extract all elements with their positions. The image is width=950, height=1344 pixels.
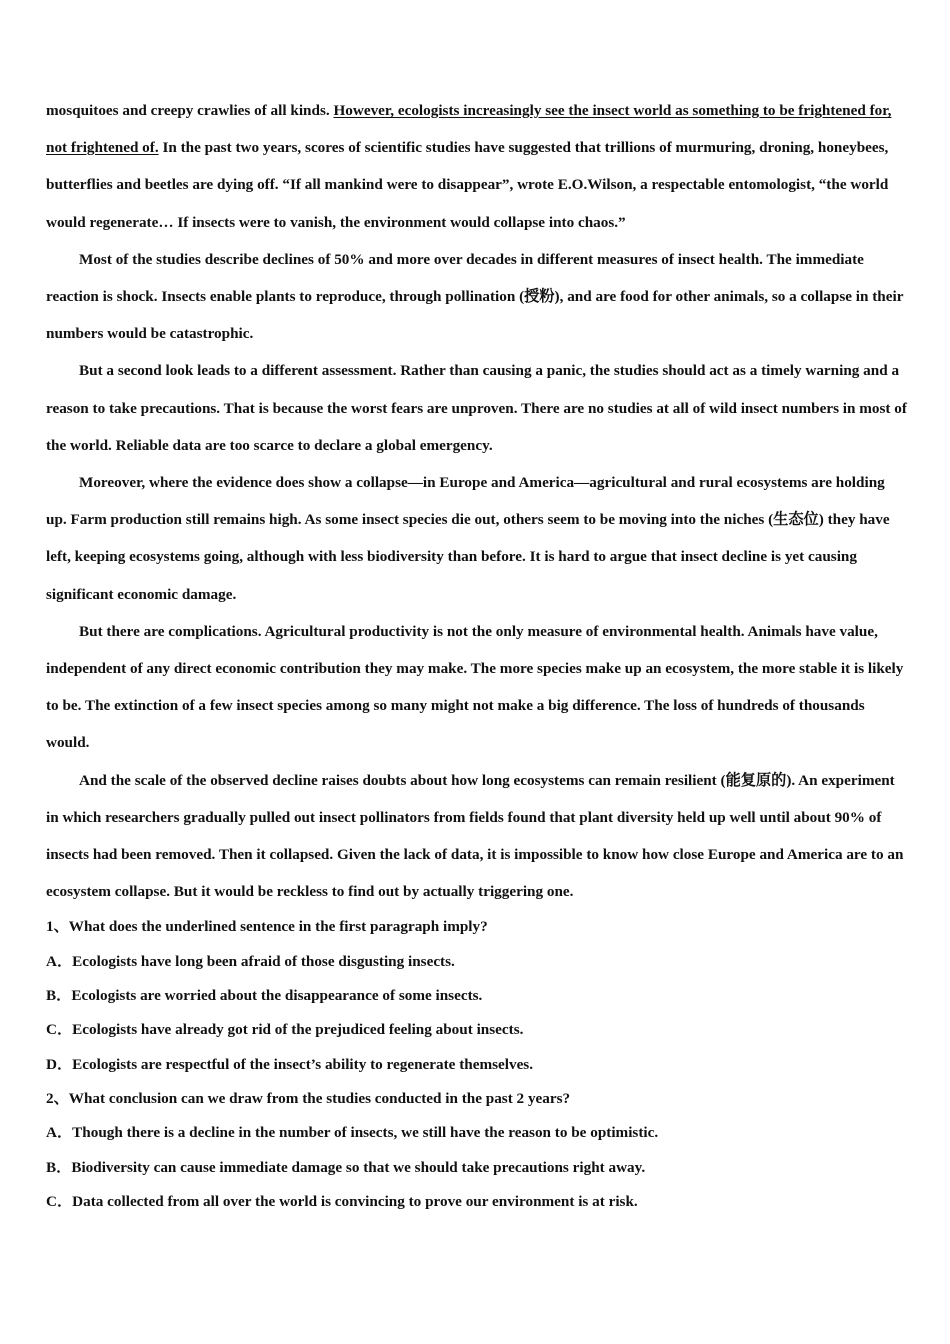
question-2-option-a: A．Though there is a decline in the number of insects, we still have the reason to be optimistic. <box>46 1124 659 1142</box>
question-1 <box>46 910 908 1081</box>
paragraph-5: But there are complications. Agricultural productivity is not the only measure of environmental health. Animals have value, independent of any direct economic contribution they may make. The more species make up an ecosystem, the more stable it is likely to be. The extinction of a few insect species among so many might not make a big difference. The loss of hundreds of thousands would. <box>46 622 904 752</box>
paragraph-6: And the scale of the observed decline raises doubts about how long ecosystems can remain resilient (能复原的). An experiment in which researchers gradually pulled out insect pollinators from fields found that plant diversity held up well until about 90% of insects had been removed. Then it collapsed. Given the lack of data, it is impossible to know how close Europe and America are to an ecosystem collapse. But it would be reckless to find out by actually triggering one. <box>46 771 904 901</box>
question-2 <box>46 1082 908 1219</box>
paragraph-4: Moreover, where the evidence does show a collapse—in Europe and America—agricultural and rural ecosystems are holding up. Farm production still remains high. As some insect species die out, others seem to be moving into the niches (生态位) they have left, keeping ecosystems going, although with less biodiversity than before. It is hard to argue that insect decline is yet causing significant economic damage. <box>46 474 890 603</box>
question-1-option-d: D．Ecologists are respectful of the insect’s ability to regenerate themselves. <box>46 1055 534 1073</box>
question-1-option-c: C．Ecologists have already got rid of the prejudiced feeling about insects. <box>46 1021 524 1039</box>
document-page <box>46 92 908 1219</box>
underlined-sentence: However, ecologists increasingly see the insect world as something to be frightened for, not frightened of. <box>46 102 892 157</box>
question-2-option-c: C．Data collected from all over the world is convincing to prove our environment is at risk. <box>46 1192 638 1210</box>
question-2-option-b: B．Biodiversity can cause immediate damage so that we should take precautions right away. <box>46 1158 646 1176</box>
paragraph-1 <box>46 92 908 241</box>
paragraph-3: But a second look leads to a different assessment. Rather than causing a panic, the studies should act as a timely warning and a reason to take precautions. That is because the worst fears are unproven. There are no studies at all of wild insect numbers in most of the world. Reliable data are too scarce to declare a global emergency. <box>46 362 907 454</box>
question-1-option-a: A．Ecologists have long been afraid of those disgusting insects. <box>46 952 455 970</box>
question-2-stem: 2、What conclusion can we draw from the studies conducted in the past 2 years? <box>46 1089 571 1107</box>
question-1-option-b: B．Ecologists are worried about the disappearance of some insects. <box>46 987 483 1005</box>
paragraph-1-start: mosquitoes and creepy crawlies of all kinds. <box>46 102 334 119</box>
paragraph-2: Most of the studies describe declines of 50% and more over decades in different measures of insect health. The immediate reaction is shock. Insects enable plants to reproduce, through pollination (授粉), and are food for other animals, so a collapse in their numbers would be catastrophic. <box>46 250 904 343</box>
paragraph-1-end: In the past two years, scores of scientific studies have suggested that trillions of murmuring, droning, honeybees, butterflies and beetles are dying off. “If all mankind were to disappear”, wrote E.O.Wilson, a respectable entomologist, “the world would regenerate… If insects were to vanish, the environment would collapse into chaos.” <box>46 139 889 231</box>
question-1-stem: 1、What does the underlined sentence in the first paragraph imply? <box>46 918 488 936</box>
